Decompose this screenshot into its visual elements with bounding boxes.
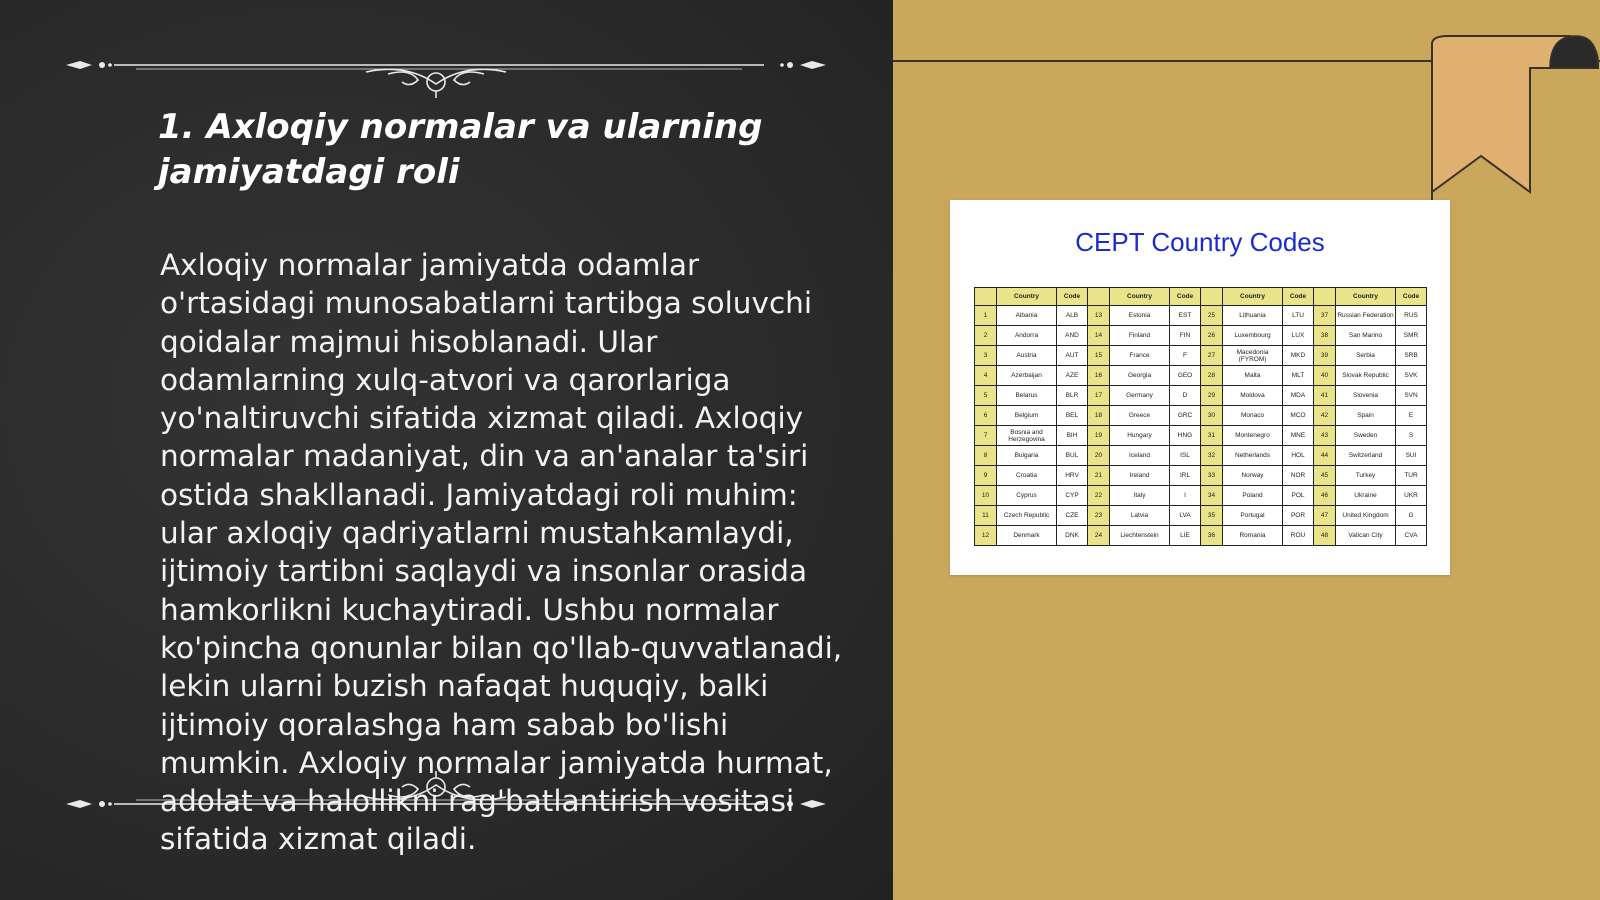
table-cell: POR [1283, 506, 1314, 526]
table-header-cell: Code [1170, 288, 1201, 306]
table-cell: SMR [1396, 326, 1427, 346]
table-cell: Malta [1223, 366, 1283, 386]
table-cell: 5 [975, 386, 997, 406]
table-cell: 23 [1088, 506, 1110, 526]
slide-title: 1. Axloqiy normalar va ularning jamiyatdagi roli [158, 107, 763, 192]
table-row [975, 526, 1427, 546]
table-cell: FIN [1170, 326, 1201, 346]
table-cell: 37 [1314, 306, 1336, 326]
table-header-cell [1088, 288, 1110, 306]
table-cell: 27 [1201, 346, 1223, 366]
table-cell: MLT [1283, 366, 1314, 386]
table-cell: AUT [1057, 346, 1088, 366]
table-cell: Georgia [1110, 366, 1170, 386]
table-cell: 22 [1088, 486, 1110, 506]
table-cell: Moldova [1223, 386, 1283, 406]
table-cell: LIE [1170, 526, 1201, 546]
table-cell: EST [1170, 306, 1201, 326]
table-cell: UKR [1396, 486, 1427, 506]
table-cell: LVA [1170, 506, 1201, 526]
table-cell: RUS [1396, 306, 1427, 326]
table-cell: ROU [1283, 526, 1314, 546]
table-cell: HRV [1057, 466, 1088, 486]
table-cell: S [1396, 426, 1427, 446]
table-cell: 15 [1088, 346, 1110, 366]
table-header-row [975, 288, 1427, 306]
table-cell: CZE [1057, 506, 1088, 526]
table-cell: Latvia [1110, 506, 1170, 526]
table-row [975, 406, 1427, 426]
table-cell: 45 [1314, 466, 1336, 486]
table-cell: BLR [1057, 386, 1088, 406]
table-cell: Romania [1223, 526, 1283, 546]
table-cell: IRL [1170, 466, 1201, 486]
table-cell: HOL [1283, 446, 1314, 466]
table-header-cell: Country [1223, 288, 1283, 306]
table-cell: 8 [975, 446, 997, 466]
table-cell: 46 [1314, 486, 1336, 506]
table-cell: Vatican City [1336, 526, 1396, 546]
table-cell: Albania [997, 306, 1057, 326]
table-cell: Lithuania [1223, 306, 1283, 326]
table-cell: 10 [975, 486, 997, 506]
table-cell: Iceland [1110, 446, 1170, 466]
table-cell: Austria [997, 346, 1057, 366]
table-cell: 44 [1314, 446, 1336, 466]
table-header-cell: Code [1396, 288, 1427, 306]
table-cell: 9 [975, 466, 997, 486]
table-cell: 39 [1314, 346, 1336, 366]
table-cell: Germany [1110, 386, 1170, 406]
table-cell: CVA [1396, 526, 1427, 546]
table-cell: Spain [1336, 406, 1396, 426]
table-cell: Slovenia [1336, 386, 1396, 406]
table-cell: MDA [1283, 386, 1314, 406]
table-cell: 40 [1314, 366, 1336, 386]
table-row [975, 506, 1427, 526]
table-cell: AND [1057, 326, 1088, 346]
country-codes-table [974, 287, 1427, 546]
table-cell: BIH [1057, 426, 1088, 446]
table-cell: 17 [1088, 386, 1110, 406]
table-header-cell [1201, 288, 1223, 306]
table-row [975, 446, 1427, 466]
table-row [975, 346, 1427, 366]
table-header-cell: Code [1057, 288, 1088, 306]
table-cell: Estonia [1110, 306, 1170, 326]
table-cell: Poland [1223, 486, 1283, 506]
table-cell: SRB [1396, 346, 1427, 366]
table-cell: 7 [975, 426, 997, 446]
table-cell: Sweden [1336, 426, 1396, 446]
table-cell: France [1110, 346, 1170, 366]
table-cell: 25 [1201, 306, 1223, 326]
table-cell: 31 [1201, 426, 1223, 446]
table-cell: Italy [1110, 486, 1170, 506]
table-row [975, 486, 1427, 506]
table-cell: 42 [1314, 406, 1336, 426]
table-cell: ISL [1170, 446, 1201, 466]
table-cell: Greece [1110, 406, 1170, 426]
table-cell: F [1170, 346, 1201, 366]
table-row [975, 326, 1427, 346]
table-cell: MKD [1283, 346, 1314, 366]
table-cell: Cyprus [997, 486, 1057, 506]
table-cell: BUL [1057, 446, 1088, 466]
table-cell: 36 [1201, 526, 1223, 546]
table-cell: G [1396, 506, 1427, 526]
table-cell: 33 [1201, 466, 1223, 486]
table-cell: 43 [1314, 426, 1336, 446]
ornament-divider-top [66, 38, 826, 98]
table-header-cell: Country [997, 288, 1057, 306]
table-cell: Turkey [1336, 466, 1396, 486]
table-cell: I [1170, 486, 1201, 506]
table-cell: 21 [1088, 466, 1110, 486]
table-cell: Switzerland [1336, 446, 1396, 466]
table-cell: Belarus [997, 386, 1057, 406]
table-cell: 48 [1314, 526, 1336, 546]
table-cell: 13 [1088, 306, 1110, 326]
table-cell: Liechtenstein [1110, 526, 1170, 546]
table-cell: Macedonia (FYROM) [1223, 346, 1283, 366]
table-cell: 4 [975, 366, 997, 386]
table-cell: Denmark [997, 526, 1057, 546]
table-cell: 2 [975, 326, 997, 346]
table-row [975, 466, 1427, 486]
table-cell: 34 [1201, 486, 1223, 506]
table-cell: Ukraine [1336, 486, 1396, 506]
table-header-cell: Code [1283, 288, 1314, 306]
table-cell: Hungary [1110, 426, 1170, 446]
table-cell: E [1396, 406, 1427, 426]
table-cell: MCO [1283, 406, 1314, 426]
table-cell: 20 [1088, 446, 1110, 466]
table-cell: Montenegro [1223, 426, 1283, 446]
table-header-cell: Country [1336, 288, 1396, 306]
table-cell: BEL [1057, 406, 1088, 426]
table-cell: Czech Republic [997, 506, 1057, 526]
table-cell: NOR [1283, 466, 1314, 486]
table-cell: Slovak Republic [1336, 366, 1396, 386]
table-cell: Norway [1223, 466, 1283, 486]
table-cell: 38 [1314, 326, 1336, 346]
table-cell: 41 [1314, 386, 1336, 406]
table-cell: Serbia [1336, 346, 1396, 366]
table-cell: 24 [1088, 526, 1110, 546]
table-cell: Netherlands [1223, 446, 1283, 466]
table-cell: SVN [1396, 386, 1427, 406]
cept-codes-image [950, 200, 1450, 575]
table-cell: Croatia [997, 466, 1057, 486]
table-cell: POL [1283, 486, 1314, 506]
table-cell: Luxembourg [1223, 326, 1283, 346]
table-cell: LTU [1283, 306, 1314, 326]
table-cell: 18 [1088, 406, 1110, 426]
table-cell: Monaco [1223, 406, 1283, 426]
table-cell: 32 [1201, 446, 1223, 466]
table-cell: AZE [1057, 366, 1088, 386]
table-cell: SVK [1396, 366, 1427, 386]
table-cell: CYP [1057, 486, 1088, 506]
table-cell: DNK [1057, 526, 1088, 546]
table-row [975, 426, 1427, 446]
table-cell: San Marino [1336, 326, 1396, 346]
table-cell: 6 [975, 406, 997, 426]
table-cell: 47 [1314, 506, 1336, 526]
table-cell: 1 [975, 306, 997, 326]
table-cell: Ireland [1110, 466, 1170, 486]
table-cell: 3 [975, 346, 997, 366]
table-cell: 26 [1201, 326, 1223, 346]
table-header-cell [1314, 288, 1336, 306]
cept-image-title: CEPT Country Codes [1075, 227, 1325, 257]
table-cell: Finland [1110, 326, 1170, 346]
table-cell: 29 [1201, 386, 1223, 406]
table-cell: 14 [1088, 326, 1110, 346]
table-cell: 12 [975, 526, 997, 546]
table-cell: 35 [1201, 506, 1223, 526]
table-cell: Azerbaijan [997, 366, 1057, 386]
table-cell: Portugal [1223, 506, 1283, 526]
table-cell: 16 [1088, 366, 1110, 386]
table-cell: SUI [1396, 446, 1427, 466]
table-cell: 28 [1201, 366, 1223, 386]
bookmark-ribbon-icon [1426, 34, 1600, 204]
table-row [975, 366, 1427, 386]
table-cell: Bulgaria [997, 446, 1057, 466]
table-cell: 30 [1201, 406, 1223, 426]
table-cell: Belgium [997, 406, 1057, 426]
table-cell: ALB [1057, 306, 1088, 326]
table-cell: D [1170, 386, 1201, 406]
table-cell: GRC [1170, 406, 1201, 426]
table-cell: MNE [1283, 426, 1314, 446]
table-cell: United Kingdom [1336, 506, 1396, 526]
table-cell: Bosnia and Herzegovina [997, 426, 1057, 446]
table-cell: Russian Federation [1336, 306, 1396, 326]
table-cell: 19 [1088, 426, 1110, 446]
table-cell: Andorra [997, 326, 1057, 346]
table-cell: TUR [1396, 466, 1427, 486]
table-header-cell: Country [1110, 288, 1170, 306]
table-cell: HNG [1170, 426, 1201, 446]
table-cell: 11 [975, 506, 997, 526]
table-cell: LUX [1283, 326, 1314, 346]
table-header-cell [975, 288, 997, 306]
table-row [975, 386, 1427, 406]
table-row [975, 306, 1427, 326]
slide-body-text: Axloqiy normalar jamiyatda odamlar o'rtasidagi munosabatlarni tartibga soluvchi qoidalar majmui hisoblanadi. Ular odamlarning xulq-atvori va qarorlariga yo'naltiruvchi sifatida xizmat qiladi. Axloqiy normalar madaniyat, din va an'analar ta'siri ostida shakllanadi. Jamiyatdagi roli muhim: ular axloqiy qadriyatlarni mustahkamlaydi, ijtimoiy tartibni saqlaydi va insonlar orasida hamkorlikni kuchaytiradi. Ushbu normalar ko'pincha qonunlar bilan qo'llab-quvvatlanadi, lekin ularni buzish nafaqat huquqiy, balki ijtimoiy qoralashga ham sabab bo'lishi mumkin. Axloqiy normalar jamiyatda hurmat, adolat va halollikni rag'batlantirish vositasi sifatida xizmat qiladi. [160, 248, 843, 857]
table-cell: GEO [1170, 366, 1201, 386]
